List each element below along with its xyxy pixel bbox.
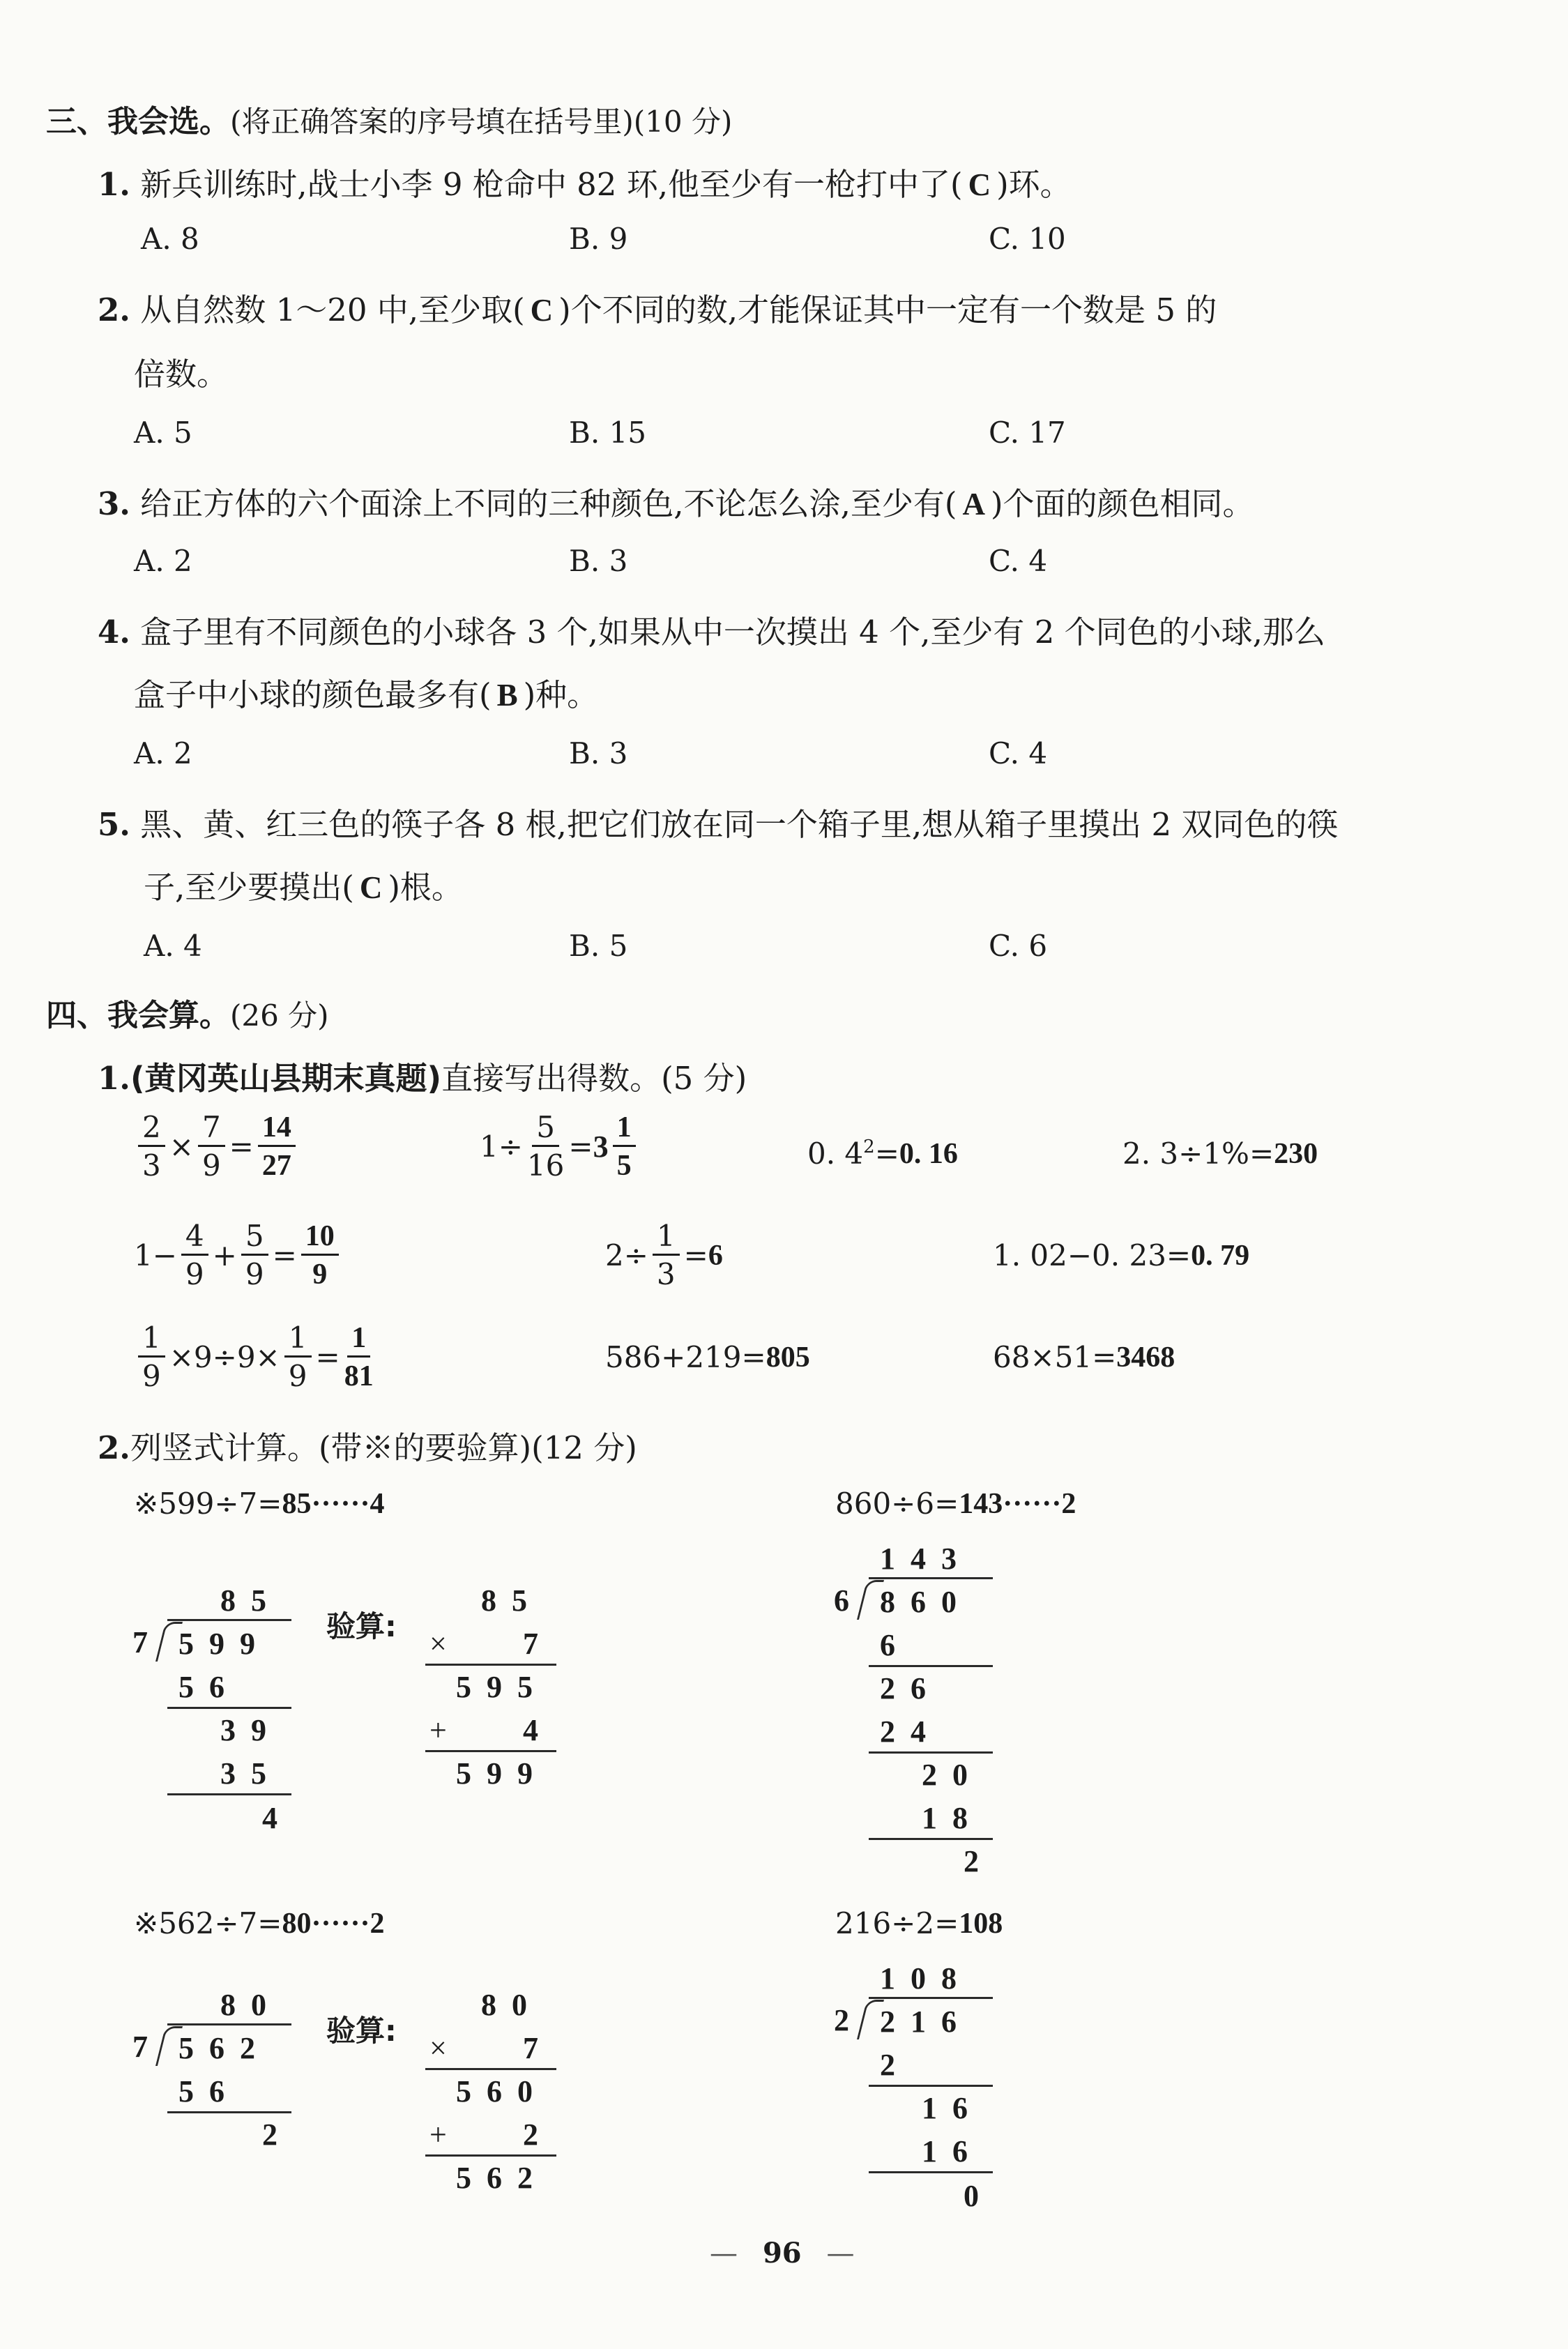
question-2-line2: 倍数。 [134,356,229,393]
calc-r2-a: 1− $\frac{4}{9}$ + $\frac{5}{9}$ = $\frac{10}{9}$ [134,1222,343,1289]
p3-expression: ※562÷7= 80······2 [134,1906,385,1940]
question-5: 5. 黑、黄、红三色的筷子各 8 根,把它们放在同一个箱子里,想从箱子里摸出 2 双同色的筷 [98,806,1339,843]
p4-expression: 216÷2= 108 [835,1906,1003,1940]
q5-option-a: A. 4 [144,929,202,963]
long-division-216-2: 108 2 216 2 16 16 0 [834,1961,994,2213]
p1-expression: ※599÷7= 85······4 [134,1487,385,1521]
q3-option-b: B. 3 [569,544,628,578]
answer-3: A [962,487,985,522]
check-85-7: 85 × 7 595 + 4 599 [425,1583,565,1792]
q2-option-c: C. 17 [989,416,1066,450]
q4-option-c: C. 4 [989,736,1048,770]
answer-1: C [968,167,991,202]
q3-option-c: C. 4 [989,544,1048,578]
long-division-599-7: 85 7 599 56 39 35 4 [132,1583,293,1835]
q5-option-c: C. 6 [989,929,1048,963]
q4-option-a: A. 2 [134,736,192,770]
q5-option-b: B. 5 [569,929,628,963]
calc-q1-heading: 1.(黄冈英山县期末真题)直接写出得数。(5 分) [98,1060,747,1097]
calc-r1-a: $\frac{2}{3}$ × $\frac{7}{9}$ = $\frac{14}{27}$ [134,1113,300,1180]
page-number: — 96 — [710,2237,855,2270]
calc-r2-b: 2÷ $\frac{1}{3}$ = 6 [605,1219,723,1291]
question-2: 2. 从自然数 1～20 中,至少取( C )个不同的数,才能保证其中一定有一个数是 5 的 [98,291,1217,328]
q1-option-a: A. 8 [141,222,199,256]
answer-4: B [496,678,518,713]
calc-r1-d: 2. 3÷1%= 230 [1122,1137,1318,1171]
section3-heading: 三、我会选。(将正确答案的序号填在括号里)(10 分) [46,104,733,139]
question-3: 3. 给正方体的六个面涂上不同的三种颜色,不论怎么涂,至少有( A )个面的颜色相同。 [98,485,1254,522]
p3-check-label: 验算: [326,2014,397,2048]
calc-q2-heading: 2.列竖式计算。(带※的要验算)(12 分) [98,1429,637,1466]
calc-r3-c: 68×51= 3468 [993,1340,1175,1374]
question-4: 4. 盒子里有不同颜色的小球各 3 个,如果从中一次摸出 4 个,至少有 2 个同色的小球,那么 [98,614,1325,651]
answer-5: C [359,870,383,905]
long-division-562-7: 80 7 562 56 2 [132,1988,293,2152]
long-division-860-6: 143 6 860 6 26 24 20 18 2 [834,1542,994,1878]
calc-r1-c: 0. 4 $^2$ = 0. 16 [807,1137,958,1171]
calc-r3-b: 586+219= 805 [605,1340,810,1374]
question-5-line2: 子,至少要摸出( C )根。 [144,869,463,906]
p1-check-label: 验算: [326,1609,397,1643]
calc-r2-c: 1. 02−0. 23= 0. 79 [993,1238,1250,1272]
answer-2: C [530,293,554,328]
q2-option-a: A. 5 [134,416,192,450]
check-80-7: 80 × 7 560 + 2 562 [425,1987,565,2196]
question-4-line2: 盒子中小球的颜色最多有( B )种。 [134,676,599,713]
q3-option-a: A. 2 [134,544,192,578]
q4-option-b: B. 3 [569,736,628,770]
calc-r3-a: $\frac{1}{9}$ ×9÷9× $\frac{1}{9}$ = $\frac{1}{81}$ [134,1323,378,1391]
section4-heading: 四、我会算。(26 分) [46,998,329,1033]
calc-r1-b: 1÷ $\frac{5}{16}$ = 3 $\frac{1}{5}$ [480,1113,640,1180]
p2-expression: 860÷6= 143······2 [835,1487,1076,1521]
q1-option-c: C. 10 [989,222,1066,256]
q1-option-b: B. 9 [569,222,628,256]
question-1: 1. 新兵训练时,战士小李 9 枪命中 82 环,他至少有一枪打中了( C )环。 [98,166,1072,203]
q2-option-b: B. 15 [569,416,647,450]
